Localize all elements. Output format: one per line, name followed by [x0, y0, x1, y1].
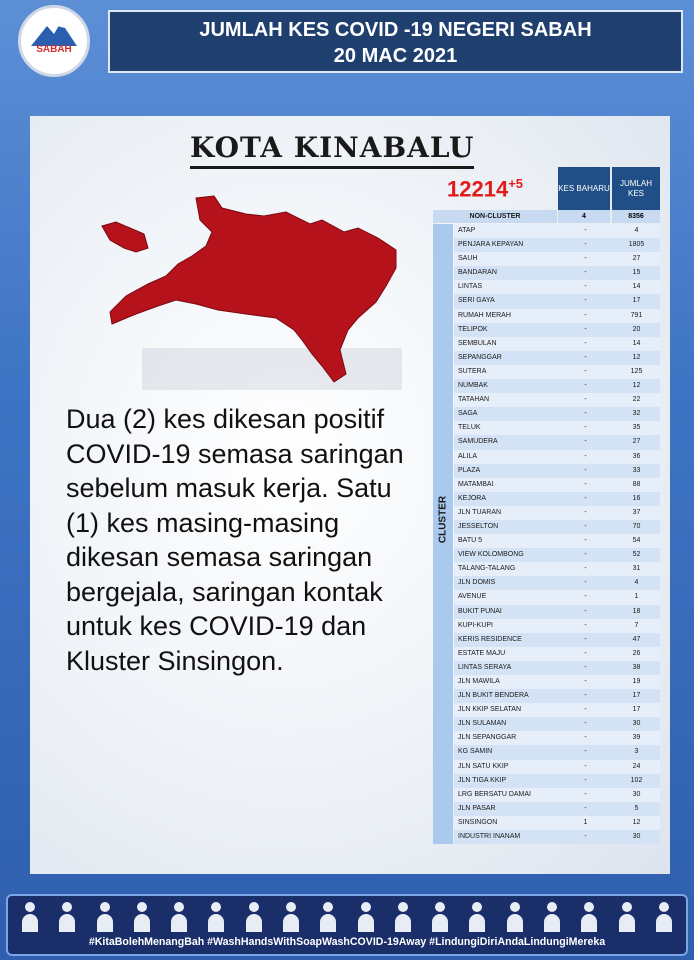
total-new: +5 — [508, 176, 524, 191]
table-row — [454, 421, 660, 435]
cluster-new: - — [584, 776, 587, 784]
cluster-name: SAMUDERA — [458, 438, 498, 446]
cluster-total: 12 — [632, 382, 641, 390]
cluster-total: 7 — [634, 621, 639, 629]
table-row — [454, 619, 660, 633]
table-row — [454, 788, 660, 802]
table-row — [454, 266, 660, 280]
cluster-name: LRG BERSATU DAMAI — [458, 790, 531, 798]
cluster-label: CLUSTER — [437, 495, 449, 544]
table-row — [454, 478, 660, 492]
cluster-new: - — [584, 790, 587, 798]
table-row — [454, 774, 660, 788]
cluster-name: JLN TIGA KKIP — [458, 776, 507, 784]
cluster-table — [454, 224, 660, 844]
cluster-name: LINTAS — [458, 283, 482, 291]
cluster-name: RUMAH MERAH — [458, 311, 511, 319]
cluster-name: JLN KKIP SELATAN — [458, 706, 522, 714]
cluster-new: - — [584, 466, 587, 474]
cluster-column — [433, 224, 453, 844]
cluster-total: 37 — [632, 508, 641, 516]
cluster-name: KERIS RESIDENCE — [458, 635, 522, 643]
cluster-total: 38 — [632, 663, 641, 671]
cluster-name: SAGA — [458, 410, 478, 418]
column-header-new: KES BAHARU — [558, 167, 610, 210]
cluster-name: SEMBULAN — [458, 339, 497, 347]
table-row — [454, 238, 660, 252]
cluster-name: KG SAMIN — [458, 748, 493, 756]
cluster-name: JESSELTON — [458, 522, 499, 530]
non-cluster-total: 8356 — [612, 210, 660, 223]
table-row — [454, 703, 660, 717]
cluster-new: - — [584, 367, 587, 375]
cluster-new: - — [584, 748, 587, 756]
cluster-new: - — [584, 663, 587, 671]
cluster-total: 1805 — [628, 241, 645, 249]
cluster-new: - — [584, 269, 587, 277]
cluster-name: MATAMBAI — [458, 480, 494, 488]
table-row — [454, 816, 660, 830]
table-row — [454, 605, 660, 619]
cluster-total: 30 — [632, 790, 641, 798]
cluster-name: JLN DOMIS — [458, 579, 496, 587]
cluster-total: 15 — [632, 269, 641, 277]
cluster-new: - — [584, 494, 587, 502]
cluster-total: 32 — [632, 410, 641, 418]
person-icon — [581, 902, 597, 932]
table-row — [454, 590, 660, 604]
cluster-total: 24 — [632, 762, 641, 770]
cluster-name: ATAP — [458, 227, 476, 234]
cluster-name: JLN SULAMAN — [458, 720, 507, 728]
cluster-name: VIEW KOLOMBONG — [458, 551, 524, 559]
cluster-total: 30 — [632, 720, 641, 728]
cluster-new: - — [584, 635, 587, 643]
cluster-name: INDUSTRI INANAM — [458, 833, 521, 841]
cluster-new: - — [584, 424, 587, 432]
cluster-new: - — [584, 565, 587, 573]
table-row — [454, 323, 660, 337]
cluster-name: TELUK — [458, 424, 481, 432]
cluster-new: - — [584, 537, 587, 545]
cluster-new: - — [584, 410, 587, 418]
cluster-new: - — [584, 325, 587, 333]
table-row — [454, 731, 660, 745]
frontliner-icons — [22, 902, 672, 932]
cluster-name: JLN SATU KKIP — [458, 762, 509, 770]
cluster-name: SUTERA — [458, 367, 487, 375]
person-icon — [320, 902, 336, 932]
table-row — [454, 745, 660, 759]
hashtags: #KitaBolehMenangBah #WashHandsWithSoapWashCOVID-19Away #LindungiDiriAndaLindungiMereka — [88, 936, 606, 948]
cluster-new: - — [584, 607, 587, 615]
person-icon — [656, 902, 672, 932]
cluster-total: 35 — [632, 424, 641, 432]
table-row — [454, 294, 660, 308]
cluster-total: 17 — [632, 706, 641, 714]
cluster-new: - — [584, 762, 587, 770]
person-icon — [246, 902, 262, 932]
table-row — [454, 830, 660, 844]
case-description: Dua (2) kes dikesan positif COVID-19 semasa saringan sebelum masuk kerja. Satu (1) kes masing-masing dikesan semasa saringan bergejala, saringan kontak untuk kes COVID-19 dan Kluster Sinsingon. — [66, 404, 404, 676]
cluster-name: ESTATE MAJU — [458, 649, 506, 657]
cluster-new: - — [584, 283, 587, 291]
cluster-new: - — [584, 720, 587, 728]
person-icon — [395, 902, 411, 932]
cluster-name: JLN BUKIT BENDERA — [458, 692, 529, 700]
cluster-new: - — [584, 734, 587, 742]
cluster-name: NUMBAK — [458, 382, 488, 390]
cluster-name: JLN SEPANGGAR — [458, 734, 517, 742]
total-value: 12214 — [447, 176, 509, 202]
cluster-total: 791 — [630, 311, 643, 319]
cluster-new: - — [584, 452, 587, 460]
cluster-total: 88 — [632, 480, 641, 488]
cluster-new: - — [584, 706, 587, 714]
cluster-total: 54 — [632, 537, 641, 545]
cluster-total: 18 — [632, 607, 641, 615]
cluster-new: - — [584, 438, 587, 446]
cluster-total: 31 — [632, 565, 641, 573]
table-row — [454, 435, 660, 449]
cluster-name: BUKIT PUNAI — [458, 607, 502, 615]
cluster-total: 27 — [632, 255, 641, 263]
table-row — [454, 224, 660, 238]
cluster-name: TELIPOK — [458, 325, 488, 333]
table-row — [454, 309, 660, 323]
table-row — [454, 548, 660, 562]
cluster-total: 36 — [632, 452, 641, 460]
table-row — [454, 576, 660, 590]
header-title: JUMLAH KES COVID -19 NEGERI SABAH — [199, 19, 592, 41]
district-map — [96, 190, 406, 390]
cluster-total: 4 — [634, 579, 639, 587]
cluster-name: SEPANGGAR — [458, 353, 502, 361]
cluster-total: 14 — [632, 283, 641, 291]
cluster-total: 47 — [632, 635, 641, 643]
cluster-total: 39 — [632, 734, 641, 742]
cluster-total: 20 — [632, 325, 641, 333]
header-date: 20 MAC 2021 — [333, 45, 458, 67]
cluster-new: - — [584, 396, 587, 404]
footer-banner — [6, 894, 688, 956]
cluster-new: - — [584, 593, 587, 601]
cluster-name: KEJORA — [458, 494, 487, 502]
cluster-name: PENJARA KEPAYAN — [458, 241, 524, 249]
cluster-total: 125 — [630, 367, 643, 375]
table-row — [454, 506, 660, 520]
non-cluster-label: NON-CLUSTER — [433, 210, 557, 223]
cluster-new: - — [584, 678, 587, 685]
table-row — [454, 280, 660, 294]
table-row — [454, 337, 660, 351]
cluster-total: 17 — [632, 692, 641, 700]
person-icon — [507, 902, 523, 932]
cluster-total: 5 — [634, 804, 639, 812]
cluster-name: TATAHAN — [458, 396, 490, 404]
table-row — [454, 661, 660, 675]
cluster-total: 12 — [632, 818, 641, 826]
district-title: KOTA KINABALU — [190, 131, 474, 169]
table-row — [454, 492, 660, 506]
column-header-total: JUMLAH KES — [612, 167, 660, 210]
cluster-total: 16 — [632, 494, 641, 502]
table-row — [454, 379, 660, 393]
cluster-total: 1 — [634, 593, 639, 601]
sabah-logo — [18, 5, 90, 77]
person-icon — [22, 902, 38, 932]
cluster-new: - — [584, 382, 587, 390]
cluster-new: - — [584, 804, 587, 812]
cluster-new: - — [584, 508, 587, 516]
cluster-name: BATU 5 — [458, 537, 482, 545]
cluster-new: 1 — [583, 818, 588, 826]
cluster-name: SINSINGON — [458, 818, 498, 826]
person-icon — [134, 902, 150, 932]
cluster-total: 26 — [632, 649, 641, 657]
table-row — [454, 252, 660, 266]
cluster-new: - — [584, 480, 587, 488]
person-icon — [97, 902, 113, 932]
table-row — [454, 802, 660, 816]
cluster-new: - — [584, 579, 587, 587]
cluster-total: 70 — [632, 522, 641, 530]
cluster-total: 52 — [632, 551, 641, 559]
cluster-name: BANDARAN — [458, 269, 497, 277]
cluster-total: 102 — [630, 776, 643, 784]
table-row — [454, 633, 660, 647]
cluster-new: - — [584, 241, 587, 249]
cluster-name: AVENUE — [458, 593, 487, 601]
cluster-total: 4 — [634, 227, 639, 234]
cluster-new: - — [584, 522, 587, 530]
cluster-total: 33 — [632, 466, 641, 474]
person-icon — [283, 902, 299, 932]
page-header — [108, 10, 683, 73]
non-cluster-new: 4 — [558, 210, 610, 223]
cluster-new: - — [584, 692, 587, 700]
cluster-total: 14 — [632, 339, 641, 347]
table-row — [454, 689, 660, 703]
person-icon — [358, 902, 374, 932]
cluster-new: - — [584, 255, 587, 263]
cluster-new: - — [584, 621, 587, 629]
person-icon — [619, 902, 635, 932]
person-icon — [171, 902, 187, 932]
table-row — [454, 675, 660, 689]
cluster-total: 27 — [632, 438, 641, 446]
cluster-new: - — [584, 311, 587, 319]
cluster-new: - — [584, 227, 587, 234]
table-row — [454, 647, 660, 661]
cluster-new: - — [584, 339, 587, 347]
cluster-total: 22 — [632, 396, 641, 404]
cluster-name: TALANG-TALANG — [458, 565, 516, 573]
table-row — [454, 450, 660, 464]
table-row — [454, 562, 660, 576]
table-row — [454, 464, 660, 478]
cluster-total: 19 — [632, 678, 641, 685]
cluster-name: ALILA — [458, 452, 478, 460]
person-icon — [544, 902, 560, 932]
cluster-name: SAUH — [458, 255, 478, 263]
cluster-total: 17 — [632, 297, 641, 305]
logo-text: SABAH — [36, 44, 72, 55]
cluster-total: 30 — [632, 833, 641, 841]
cluster-new: - — [584, 297, 587, 305]
person-icon — [59, 902, 75, 932]
person-icon — [469, 902, 485, 932]
cluster-new: - — [584, 353, 587, 361]
cluster-new: - — [584, 551, 587, 559]
cluster-total: 3 — [634, 748, 639, 756]
map-island — [102, 222, 148, 252]
table-row — [454, 393, 660, 407]
table-row — [454, 407, 660, 421]
table-row — [454, 717, 660, 731]
cluster-new: - — [584, 649, 587, 657]
total-cases — [447, 176, 523, 202]
person-icon — [208, 902, 224, 932]
cluster-name: PLAZA — [458, 466, 481, 474]
person-icon — [432, 902, 448, 932]
table-row — [454, 520, 660, 534]
table-row — [454, 365, 660, 379]
cluster-name: JLN PASAR — [458, 804, 496, 812]
table-row — [454, 534, 660, 548]
cluster-name: JLN TUARAN — [458, 508, 502, 516]
cluster-total: 12 — [632, 353, 641, 361]
cluster-name: SERI GAYA — [458, 297, 495, 305]
table-row — [454, 760, 660, 774]
cluster-name: KUPI-KUPI — [458, 621, 494, 629]
table-row — [454, 351, 660, 365]
cluster-name: LINTAS SERAYA — [458, 663, 512, 671]
cluster-name: JLN MAWILA — [458, 678, 500, 685]
cluster-new: - — [584, 833, 587, 841]
